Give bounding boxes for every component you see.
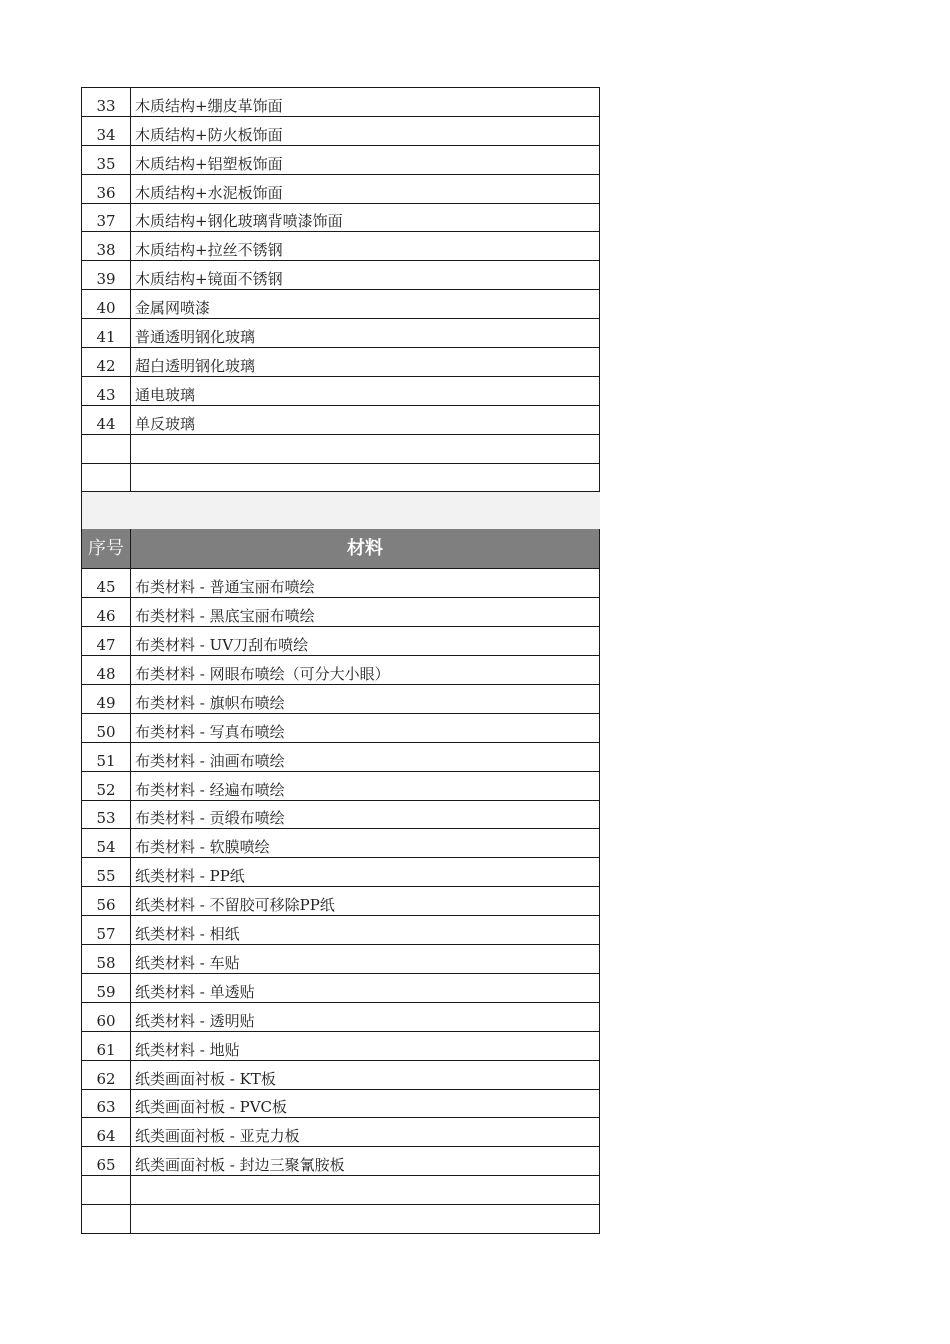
row-material: 通电玻璃 (131, 376, 600, 405)
table-row (82, 376, 600, 405)
row-number: 55 (82, 858, 131, 887)
empty-cell (131, 1176, 600, 1205)
row-number: 51 (82, 742, 131, 771)
row-number: 54 (82, 829, 131, 858)
table-row (82, 598, 600, 627)
row-number: 36 (82, 174, 131, 203)
table-row (82, 771, 600, 800)
empty-row (82, 434, 600, 463)
table-row (82, 569, 600, 598)
empty-row (82, 1205, 600, 1234)
row-number: 58 (82, 945, 131, 974)
table-row (82, 1147, 600, 1176)
row-number: 40 (82, 290, 131, 319)
row-material: 纸类材料 - 车贴 (131, 945, 600, 974)
row-number: 48 (82, 656, 131, 685)
empty-cell (131, 434, 600, 463)
empty-row (82, 1176, 600, 1205)
row-number: 62 (82, 1060, 131, 1089)
section-spacer (82, 492, 600, 530)
row-number: 47 (82, 627, 131, 656)
table-row (82, 685, 600, 714)
row-material: 布类材料 - 贡缎布喷绘 (131, 800, 600, 829)
table-row (82, 290, 600, 319)
row-number: 34 (82, 116, 131, 145)
row-material: 纸类材料 - 透明贴 (131, 1002, 600, 1031)
row-number: 65 (82, 1147, 131, 1176)
row-material: 纸类画面衬板 - 亚克力板 (131, 1118, 600, 1147)
row-material: 布类材料 - 写真布喷绘 (131, 713, 600, 742)
row-material: 布类材料 - 普通宝丽布喷绘 (131, 569, 600, 598)
empty-cell (131, 463, 600, 492)
table-header (82, 529, 600, 569)
row-material: 布类材料 - 油画布喷绘 (131, 742, 600, 771)
row-number: 52 (82, 771, 131, 800)
table-row (82, 656, 600, 685)
row-material: 木质结构+铝塑板饰面 (131, 145, 600, 174)
row-number: 57 (82, 916, 131, 945)
row-number: 35 (82, 145, 131, 174)
empty-cell (82, 1205, 131, 1234)
empty-cell (131, 1205, 600, 1234)
row-number: 50 (82, 713, 131, 742)
row-material: 布类材料 - 网眼布喷绘（可分大小眼） (131, 656, 600, 685)
row-material: 纸类画面衬板 - KT板 (131, 1060, 600, 1089)
table-row (82, 116, 600, 145)
column-header-material: 材料 (131, 529, 600, 569)
row-material: 纸类材料 - 单透贴 (131, 973, 600, 1002)
table-row (82, 713, 600, 742)
row-number: 56 (82, 887, 131, 916)
empty-cell (82, 1176, 131, 1205)
table-row (82, 973, 600, 1002)
row-number: 45 (82, 569, 131, 598)
table-row (82, 858, 600, 887)
row-number: 42 (82, 348, 131, 377)
table-row (82, 174, 600, 203)
table-row (82, 1002, 600, 1031)
table-row (82, 261, 600, 290)
table-row (82, 348, 600, 377)
row-number: 53 (82, 800, 131, 829)
table-row (82, 887, 600, 916)
table-row (82, 945, 600, 974)
row-number: 39 (82, 261, 131, 290)
table-row (82, 88, 600, 117)
table-row (82, 627, 600, 656)
row-material: 木质结构+绷皮革饰面 (131, 88, 600, 117)
row-material: 布类材料 - 经遍布喷绘 (131, 771, 600, 800)
row-number: 38 (82, 232, 131, 261)
row-material: 布类材料 - 黑底宝丽布喷绘 (131, 598, 600, 627)
table-row (82, 800, 600, 829)
row-number: 46 (82, 598, 131, 627)
row-material: 纸类材料 - 地贴 (131, 1031, 600, 1060)
row-number: 41 (82, 319, 131, 348)
row-number: 61 (82, 1031, 131, 1060)
empty-cell (82, 434, 131, 463)
table-row (82, 1089, 600, 1118)
empty-row (82, 463, 600, 492)
row-material: 木质结构+镜面不锈钢 (131, 261, 600, 290)
row-number: 33 (82, 88, 131, 117)
empty-cell (82, 463, 131, 492)
row-material: 布类材料 - UV刀刮布喷绘 (131, 627, 600, 656)
table-row (82, 319, 600, 348)
row-material: 金属网喷漆 (131, 290, 600, 319)
row-material: 超白透明钢化玻璃 (131, 348, 600, 377)
row-number: 63 (82, 1089, 131, 1118)
table-row (82, 203, 600, 232)
table-row (82, 1031, 600, 1060)
row-number: 44 (82, 405, 131, 434)
column-header-number: 序号 (82, 529, 131, 569)
row-material: 木质结构+防火板饰面 (131, 116, 600, 145)
row-material: 木质结构+水泥板饰面 (131, 174, 600, 203)
row-number: 59 (82, 973, 131, 1002)
row-number: 64 (82, 1118, 131, 1147)
row-material: 木质结构+钢化玻璃背喷漆饰面 (131, 203, 600, 232)
table-row (82, 145, 600, 174)
row-number: 43 (82, 376, 131, 405)
row-material: 布类材料 - 旗帜布喷绘 (131, 685, 600, 714)
table-row (82, 742, 600, 771)
row-number: 37 (82, 203, 131, 232)
row-material: 纸类画面衬板 - 封边三聚氰胺板 (131, 1147, 600, 1176)
spacer-cell (82, 492, 600, 530)
table-row (82, 829, 600, 858)
material-sheet (81, 87, 599, 1234)
row-material: 纸类画面衬板 - PVC板 (131, 1089, 600, 1118)
row-material: 纸类材料 - PP纸 (131, 858, 600, 887)
table-row (82, 232, 600, 261)
material-table (81, 87, 600, 1234)
table-row (82, 405, 600, 434)
row-material: 单反玻璃 (131, 405, 600, 434)
row-material: 纸类材料 - 相纸 (131, 916, 600, 945)
row-material: 木质结构+拉丝不锈钢 (131, 232, 600, 261)
row-material: 纸类材料 - 不留胶可移除PP纸 (131, 887, 600, 916)
row-number: 49 (82, 685, 131, 714)
table-row (82, 916, 600, 945)
table-row (82, 1060, 600, 1089)
table-row (82, 1118, 600, 1147)
row-number: 60 (82, 1002, 131, 1031)
row-material: 布类材料 - 软膜喷绘 (131, 829, 600, 858)
row-material: 普通透明钢化玻璃 (131, 319, 600, 348)
